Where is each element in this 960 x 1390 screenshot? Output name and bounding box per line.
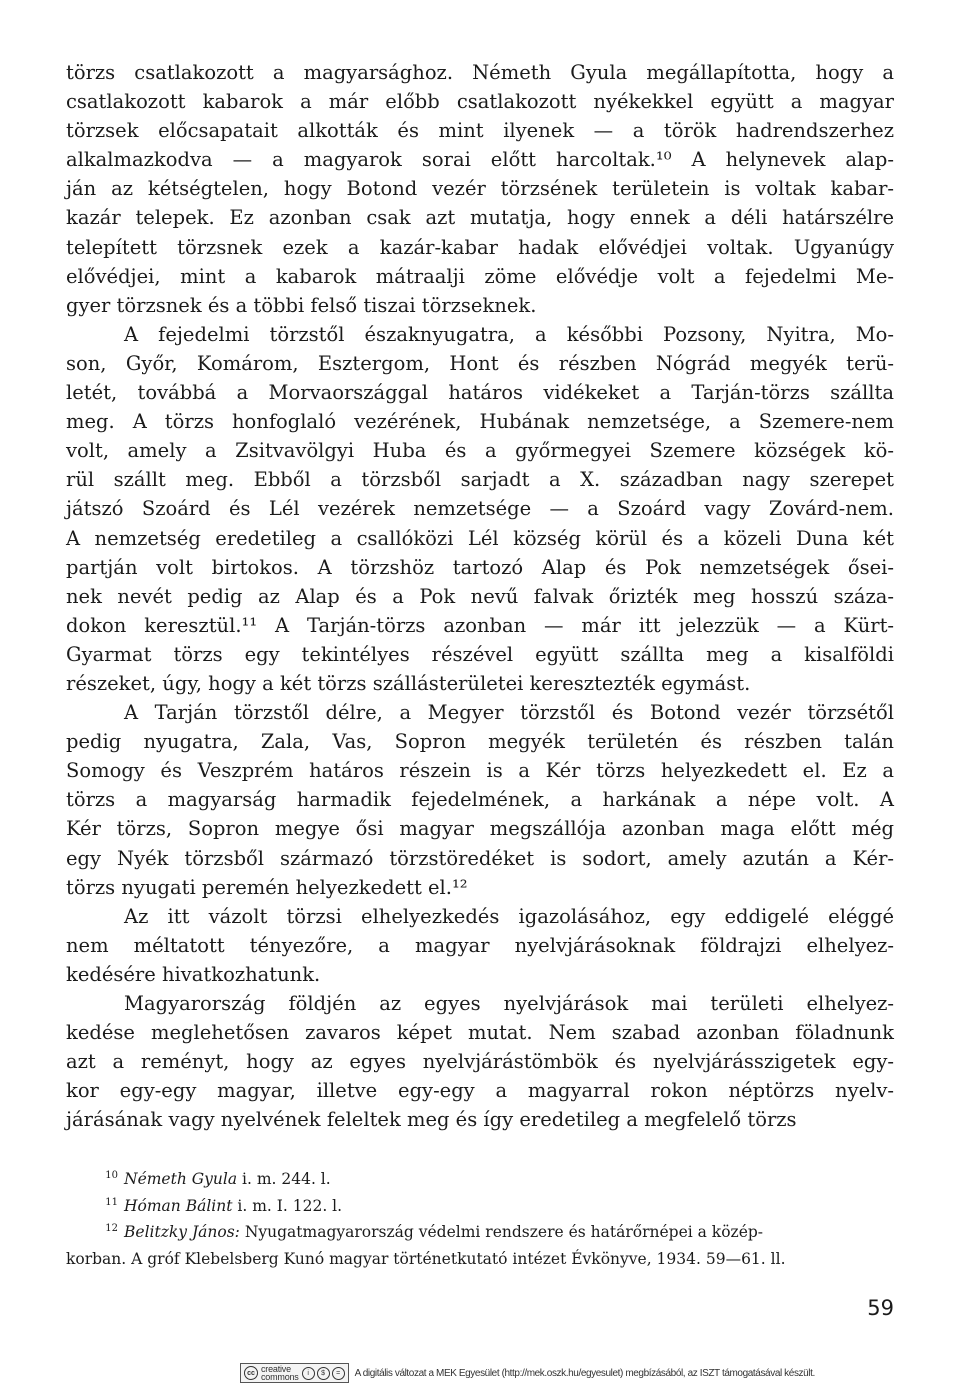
footnote-text: Nyugatmagyarország védelmi rendszere és határőrnépei a közép- bbox=[239, 1223, 764, 1241]
paragraph bbox=[66, 320, 894, 698]
cc-logo-icon: cc bbox=[244, 1366, 258, 1380]
cc-label-line1: creative bbox=[261, 1364, 291, 1374]
text-line: csatlakozott kabarok a már előbb csatlakozott nyékekkel együtt a magyar bbox=[66, 90, 894, 114]
text-line: pedig nyugatra, Zala, Vas, Sopron megyék területén és részben talán bbox=[66, 730, 894, 754]
text-line: törzs nyugati peremén helyezkedett el.¹² bbox=[66, 875, 468, 899]
text-line: letét, továbbá a Morvaországgal határos vidékeket a Tarján-törzs szállta bbox=[66, 381, 894, 405]
text-line: nek nevét pedig az Alap és a Pok nevű falvak őrizték meg hosszú száza- bbox=[66, 584, 894, 608]
paragraph bbox=[66, 58, 894, 320]
text-line: Magyarország földjén az egyes nyelvjárások mai területi elhelyez- bbox=[124, 992, 894, 1015]
text-line: A Tarján törzstől délre, a Megyer törzstől és Botond vezér törzsétől bbox=[124, 701, 894, 725]
share-alike-icon: = bbox=[332, 1367, 345, 1380]
text-line: játszó Szoárd és Lél vezérek nemzetsége — a Szoárd vagy Zovárd-nem. bbox=[66, 497, 894, 521]
text-line: rül szállt meg. Ebből a törzsből sarjadt a X. században nagy szerepet bbox=[66, 468, 894, 492]
text-line: azt a reményt, hogy az egyes nyelvjárástömbök és nyelvjárásszigetek egy- bbox=[66, 1050, 894, 1074]
cc-label-line2: commons bbox=[261, 1372, 299, 1382]
text-line: partján volt birtokos. A törzshöz tartozó Alap és Pok nemzetségek ősei- bbox=[66, 555, 894, 579]
footnote-number: 12 bbox=[105, 1223, 118, 1234]
text-line: járásának vagy nyelvének feleltek meg és így eredetileg a megfelelő törzs bbox=[66, 1108, 797, 1132]
text-line: kazár telepek. Ez azonban csak azt mutatja, hogy ennek a déli határszélre bbox=[66, 206, 894, 230]
text-line: részeket, úgy, hogy a két törzs szállásterületei keresztezték egymást. bbox=[66, 671, 751, 695]
footnote-text: i. m. I. 122. l. bbox=[232, 1196, 343, 1215]
footnote-author: Németh Gyula bbox=[124, 1170, 238, 1188]
text-line: A fejedelmi törzstől északnyugatra, a későbbi Pozsony, Nyitra, Mo- bbox=[124, 322, 894, 346]
footnotes bbox=[66, 1166, 894, 1272]
text-line: egy Nyék törzsből származó törzstöredéket is sodort, amely azután a Kér- bbox=[66, 846, 894, 870]
text-line: dokon keresztül.¹¹ A Tarján-törzs azonban — már itt jelezzük — a Kürt- bbox=[66, 613, 894, 637]
footnote-author: Hóman Bálint bbox=[124, 1196, 233, 1215]
creative-commons-badge[interactable] bbox=[240, 1363, 349, 1383]
text-line: A nemzetség eredetileg a csallóközi Lél község körül és a közeli Duna két bbox=[66, 526, 894, 550]
footnote-12 bbox=[66, 1219, 894, 1246]
attribution-icon: i bbox=[302, 1367, 315, 1380]
credit-text: A digitális változat a MEK Egyesület (http://mek.oszk.hu/egyesulet) megbízásából, az ISZT támogatásával készült. bbox=[354, 1367, 815, 1379]
text-line: törzsek előcsapatait alkották és mint ilyenek — a török hadrendszerhez bbox=[66, 119, 894, 143]
text-line: gyer törzsnek és a többi felső tiszai törzseknek. bbox=[66, 293, 537, 317]
text-line: meg. A törzs honfoglaló vezérének, Hubának nemzetsége, a Szemere-nem bbox=[66, 410, 894, 434]
footnote-text: i. m. 244. l. bbox=[237, 1170, 331, 1188]
paragraph bbox=[66, 698, 894, 902]
text-line: Gyarmat törzs egy tekintélyes részével együtt szállta meg a kisalföldi bbox=[66, 642, 894, 666]
text-line: nem méltatott tényezőre, a magyar nyelvjárásoknak földrajzi elhelyez- bbox=[66, 933, 894, 957]
text-line: törzs a magyarság harmadik fejedelmének, a harkának a népe volt. A bbox=[66, 788, 894, 812]
text-line: telepített törzsnek ezek a kazár-kabar hadak elővédjei voltak. Ugyanúgy bbox=[66, 235, 894, 259]
footnote-10 bbox=[66, 1166, 894, 1193]
text-line: kedése meglehetősen zavaros képet mutat. Nem szabad azonban föladnunk bbox=[66, 1021, 894, 1045]
footnote-number: 10 bbox=[105, 1170, 118, 1181]
text-line: Kér törzs, Sopron megye ősi magyar megszállója azonban maga előtt még bbox=[66, 817, 894, 841]
footnote-11 bbox=[66, 1193, 894, 1220]
footnote-author: Belitzky János: bbox=[124, 1223, 240, 1241]
text-line: Somogy és Veszprém határos részein is a Kér törzs helyezkedett el. Ez a bbox=[66, 759, 894, 783]
credit-bar bbox=[240, 1363, 815, 1383]
text-line: elővédjei, mint a kabarok mátraalji zöme elővédje volt a fejedelmi Me- bbox=[66, 264, 894, 288]
page-number: 59 bbox=[867, 1296, 894, 1320]
footnote-12-continuation: korban. A gróf Klebelsberg Kunó magyar történetkutató intézet Évkönyve, 1934. 59—61. ll. bbox=[66, 1249, 786, 1268]
noncommercial-icon: $ bbox=[317, 1367, 330, 1380]
text-line: son, Győr, Komárom, Esztergom, Hont és részben Nógrád megyék terü- bbox=[66, 351, 894, 375]
paragraph bbox=[66, 902, 894, 989]
text-line: kor egy-egy magyar, illetve egy-egy a magyarral rokon néptörzs nyelv- bbox=[66, 1079, 894, 1103]
paragraph bbox=[66, 989, 894, 1134]
footnote-number: 11 bbox=[105, 1196, 118, 1208]
page-body bbox=[66, 58, 894, 1134]
text-line: kedésére hivatkozhatunk. bbox=[66, 962, 321, 986]
text-line: alkalmazkodva — a magyarok sorai előtt harcoltak.¹⁰ A helynevek alap- bbox=[66, 148, 894, 172]
text-line: törzs csatlakozott a magyarsághoz. Németh Gyula megállapította, hogy a bbox=[66, 61, 894, 84]
text-line: volt, amely a Zsitvavölgyi Huba és a győrmegyei Szemere községek kö- bbox=[66, 439, 894, 463]
text-line: Az itt vázolt törzsi elhelyezkedés igazolásához, egy eddigelé eléggé bbox=[124, 904, 894, 928]
text-line: ján az kétségtelen, hogy Botond vezér törzsének területein is voltak kabar- bbox=[66, 177, 894, 201]
